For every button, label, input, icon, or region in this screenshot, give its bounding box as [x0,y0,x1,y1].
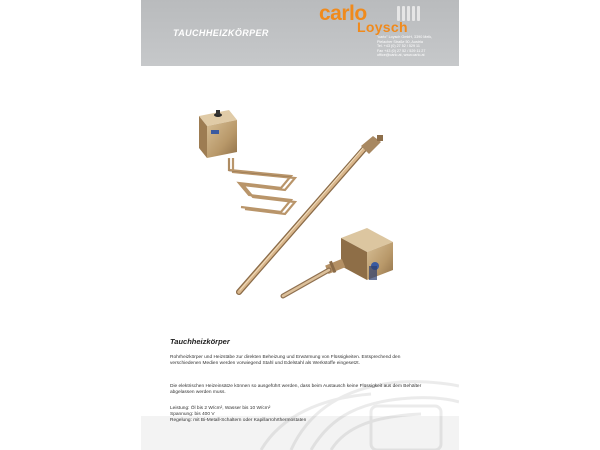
logo-carlo-text: carlo [319,2,367,25]
intro-paragraph: Rohrheizkörper und Heizstäbe zur direkten Beheizung und Erwärmung von Flüssigkeiten. Entsprechend den verschiedenen Medien werden vorwiegend Stahl und Edelstahl als Werkstoffe eingesetzt. [170,355,401,367]
screw-in-heater [283,228,393,296]
spec-line: Leistung: Öl bis 2 W/cm², Wasser bis 10 W/cm² [170,406,271,411]
company-logo [319,4,449,34]
contact-line: Fax +43 (0) 27 52 / 529 11 27 [377,48,426,53]
product-photo [141,66,459,326]
logo-loysch-text: Loysch [357,19,408,35]
header-band [141,0,459,66]
box-heater-with-coil [199,110,295,214]
specs-list [170,406,430,425]
contact-line: Tel. +43 (0) 27 52 / 529 11 [377,44,420,49]
contact-block [377,35,457,58]
contact-line: office@carlo.at, www.carlo.at [377,53,425,58]
section-title: Tauchheizkörper [170,337,230,346]
detail-paragraph: Die elektrischen Heizeinsätze können so ausgeführt werden, dass beim Austausch keine Flüssigkeit aus dem Behälter abgelassen werden muss. [170,384,422,396]
spec-line: Regelung: mit Bi-Metall-Schaltern oder Kapillarrohrthermostaten [170,418,307,424]
page-title: TAUCHHEIZKÖRPER [173,28,269,38]
contact-line: Pielacher Straße 50, Austria [377,39,423,44]
description-section [141,326,459,450]
brochure-page [141,0,459,450]
contact-line: "carlo" Loysch GmbH, 3390 Melk, [377,35,433,39]
spec-line: Spannung: bis 400 V [170,412,215,418]
